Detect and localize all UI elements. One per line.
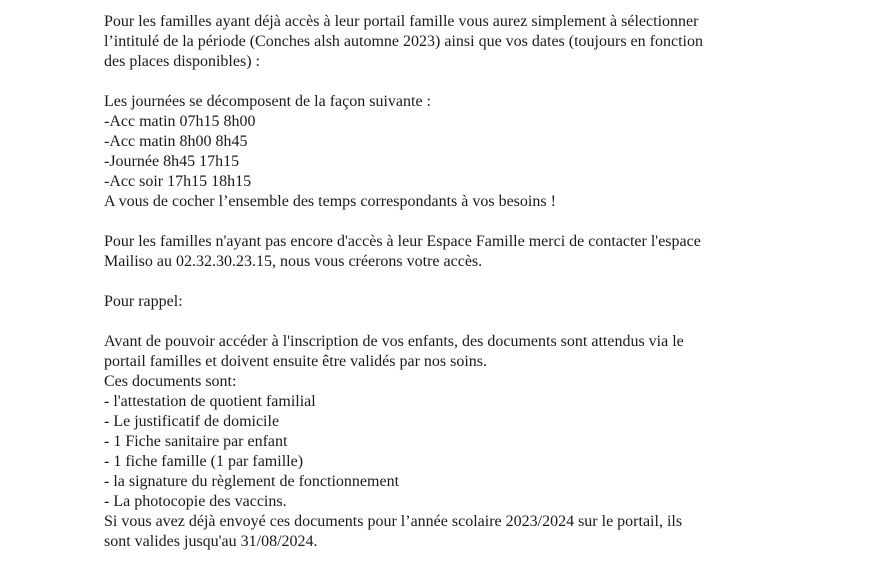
document-body	[104, 12, 804, 552]
validity-line: sont valides jusqu'au 31/08/2024.	[104, 533, 318, 550]
documents-heading: Ces documents sont:	[104, 373, 237, 390]
intro-line: l’intitulé de la période (Conches alsh automne 2023) ainsi que vos dates (toujours en fonction	[104, 33, 703, 50]
paragraph-spacer	[104, 312, 804, 332]
schedule-item: -Acc matin 07h15 8h00	[104, 113, 256, 130]
document-item: - 1 Fiche sanitaire par enfant	[104, 433, 288, 450]
schedule-item: -Acc soir 17h15 18h15	[104, 173, 252, 190]
schedule-item: -Journée 8h45 17h15	[104, 153, 240, 170]
intro-line: des places disponibles) :	[104, 53, 260, 70]
paragraph-spacer	[104, 272, 804, 292]
paragraph-spacer	[104, 212, 804, 232]
document-item: - 1 fiche famille (1 par famille)	[104, 453, 304, 470]
paragraph-spacer	[104, 72, 804, 92]
documents-intro-line: Avant de pouvoir accéder à l'inscription de vos enfants, des documents sont attendus via le	[104, 333, 684, 350]
reminder-heading: Pour rappel:	[104, 293, 183, 310]
document-item: - Le justificatif de domicile	[104, 413, 280, 430]
document-item: - La photocopie des vaccins.	[104, 493, 287, 510]
intro-line: Pour les familles ayant déjà accès à leur portail famille vous aurez simplement à sélectionner	[104, 13, 699, 30]
documents-intro-line: portail familles et doivent ensuite être validés par nos soins.	[104, 353, 488, 370]
contact-line: Pour les familles n'ayant pas encore d'accès à leur Espace Famille merci de contacter l'espace	[104, 233, 701, 250]
contact-line: Mailiso au 02.32.30.23.15, nous vous créerons votre accès.	[104, 253, 483, 270]
document-item: - la signature du règlement de fonctionnement	[104, 473, 400, 490]
document-item: - l'attestation de quotient familial	[104, 393, 316, 410]
schedule-item: -Acc matin 8h00 8h45	[104, 133, 248, 150]
schedule-heading: Les journées se décomposent de la façon suivante :	[104, 93, 431, 110]
validity-line: Si vous avez déjà envoyé ces documents pour l’année scolaire 2023/2024 sur le portail, ils	[104, 513, 683, 530]
schedule-note: A vous de cocher l’ensemble des temps correspondants à vos besoins !	[104, 193, 556, 210]
